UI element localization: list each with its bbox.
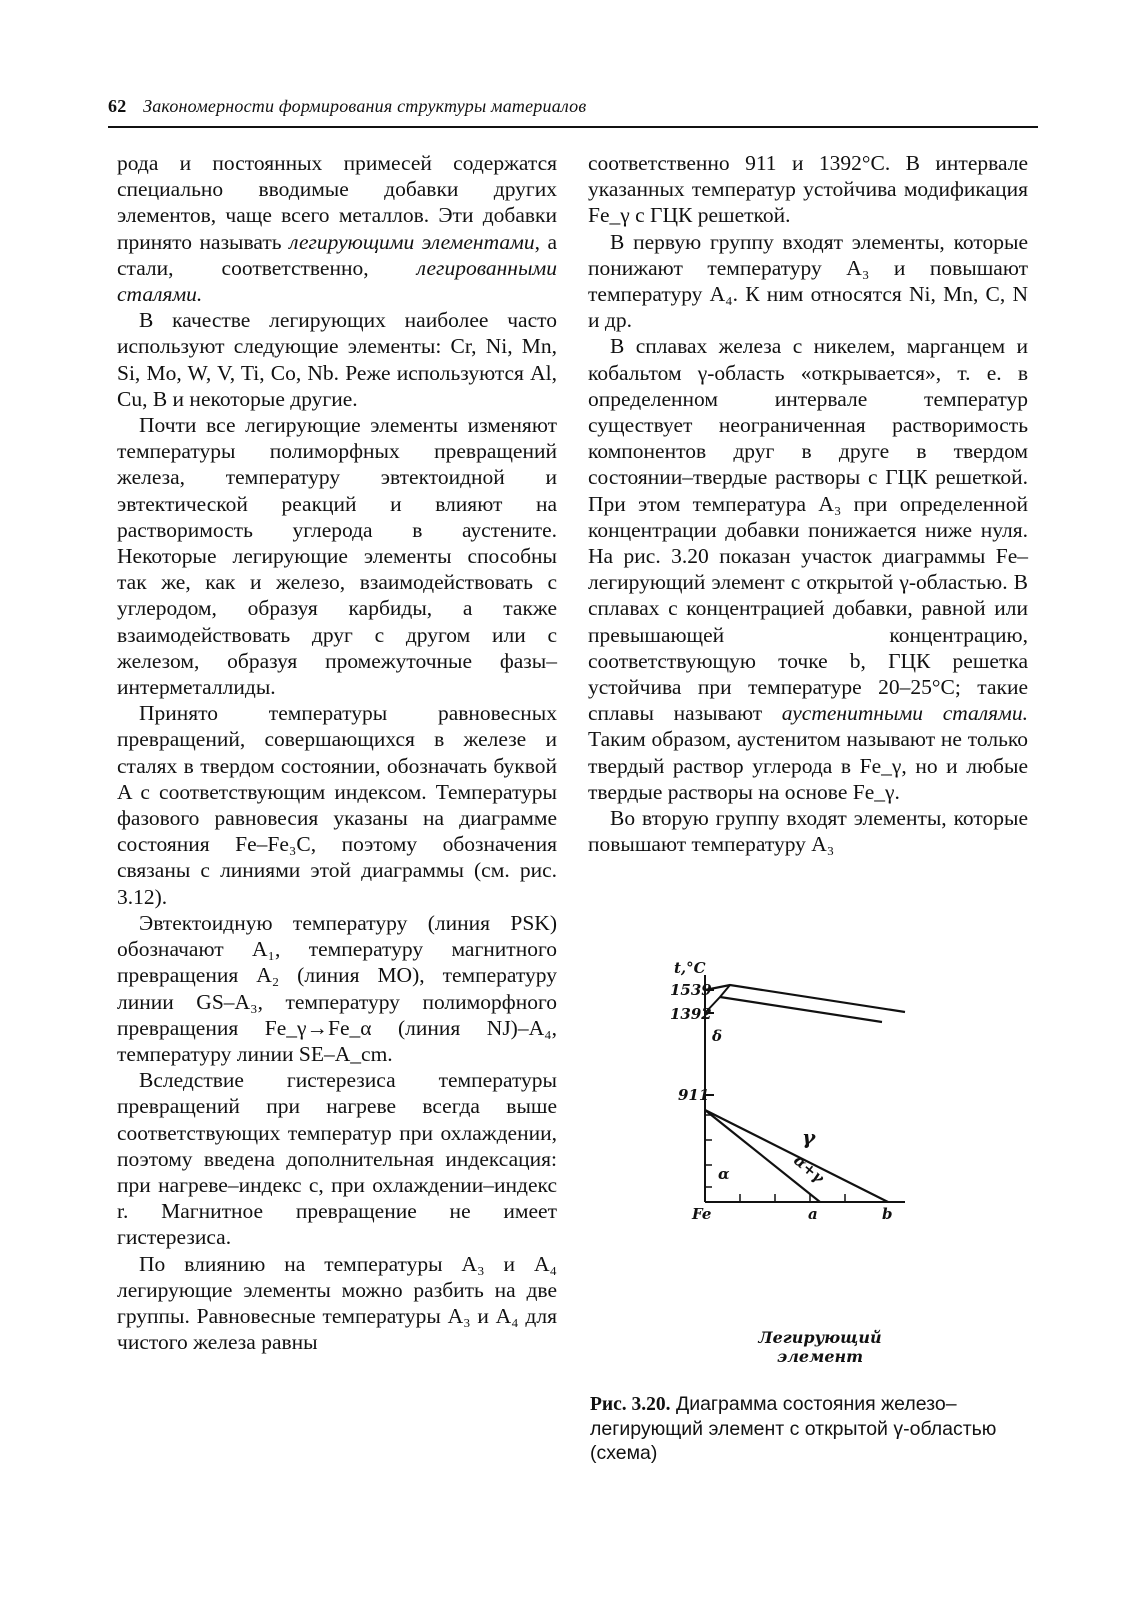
gamma-label: γ (802, 1125, 816, 1149)
paragraph: Эвтектоидную температуру (линия PSK) обозначают A₁, температуру магнитного превращения A₂ (линия MO), температуру линии GS–A₃, температуру полиморфного превращения Fe_γ→Fe_α (линия NJ)–A₄, температуру линии SE–A_cm. (117, 910, 557, 1066)
paragraph: Во вторую группу входят элементы, которые повышают температуру A₃ (588, 806, 1028, 857)
phase-diagram-svg (700, 965, 940, 1235)
tick-label: 1539 (670, 981, 712, 999)
page-number: 62 (108, 96, 127, 116)
x-tick-label: a (808, 1205, 818, 1223)
paragraph: В сплавах железа с никелем, марганцем и кобальтом γ-область «открывается», т. е. в определенном интервале температур существует неограниченная растворимость компонентов друг в друге в твердом состоянии–твердые растворы с ГЦК решеткой. При этом температура A₃ при определенной концентрации добавки понижается ниже нуля. На рис. 3.20 показан участок диаграммы Fe–легирующий элемент с открытой γ-областью. В сплавах с концентрацией добавки, равной или превышающей концентрацию, соответствующую точке b, ГЦК решетка устойчива при температуре 20–25°C; такие сплавы называют аустенитными сталями. Таким образом, аустенитом называют не только твердый раствор углерода в Fe_γ, но и любые твердые растворы на основе Fe_γ. (588, 334, 1029, 804)
paragraph: В первую группу входят элементы, которые понижают температуру A₃ и повышают температуру A₄. К ним относятся Ni, Mn, C, N и др. (588, 229, 1028, 333)
right-column (588, 150, 1028, 857)
paragraph: Почти все легирующие элементы изменяют температуры полиморфных превращений железа, температуру эвтектоидной и эвтектической реакций и влияют на растворимость углерода в аустените. Некоторые легирующие элементы способны так же, как и железо, взаимодействовать с углеродом, образуя карбиды, а также взаимодействовать друг с другом или с железом, образуя промежуточные фазы–интерметаллиды. (117, 413, 557, 700)
paragraph: По влиянию на температуры A₃ и A₄ легирующие элементы можно разбить на две группы. Равновесные температуры A₃ и A₄ для чистого железа равны (117, 1251, 557, 1355)
paragraph: В качестве легирующих наиболее часто используют следующие элементы: Cr, Ni, Mn, Si, Mo, W, V, Ti, Co, Nb. Реже используются Al, Cu, B и некоторые другие. (117, 308, 557, 411)
running-header (108, 96, 1038, 124)
paragraph: Вследствие гистерезиса температуры превращений при нагреве всегда выше соответствующих температур при охлаждении, поэтому введена дополнительная индексация: при нагреве–индекс c, при охлаждении–индекс r. Магнитное превращение не имеет гистерезиса. (117, 1068, 557, 1250)
tick-label: 911 (678, 1086, 710, 1104)
alpha-label: α (718, 1165, 730, 1183)
running-title: Закономерности формирования структуры материалов (143, 96, 587, 116)
paragraph: соответственно 911 и 1392°C. В интервале указанных температур устойчива модификация Fe_γ с ГЦК решеткой. (588, 151, 1028, 228)
y-axis-label: t,°C (674, 959, 706, 977)
x-axis-label: Легирующий элемент (758, 1328, 882, 1366)
caption-number: Рис. 3.20. (590, 1394, 671, 1415)
caption-text: Диаграмма состояния железо–легирующий элемент с открытой γ-областью (схема) (590, 1393, 997, 1464)
alpha-gamma-label: α+γ (790, 1151, 828, 1187)
x-tick-label: b (882, 1205, 893, 1223)
header-rule (108, 126, 1038, 128)
figure-caption (590, 1392, 1030, 1465)
delta-label: δ (712, 1027, 723, 1045)
x-tick-label: Fe (692, 1205, 712, 1223)
paragraph: Принято температуры равновесных превращений, совершающихся в железе и сталях в твердом состоянии, обозначать буквой A с соответствующим индексом. Температуры фазового равновесия указаны на диаграмме состояния Fe–Fe₃C, поэтому обозначения связаны с линиями этой диаграммы (см. рис. 3.12). (117, 701, 557, 909)
delta-lower-line (720, 997, 882, 1022)
left-column (117, 150, 557, 1355)
tick-label: 1392 (670, 1005, 712, 1023)
phase-diagram-figure (670, 959, 940, 1235)
paragraph: рода и постоянных примесей содержатся специально вводимые добавки других элементов, чаще всего металлов. Эти добавки принято называть легирующими элементами, а стали, соответственно, легированными сталями. (117, 151, 557, 307)
